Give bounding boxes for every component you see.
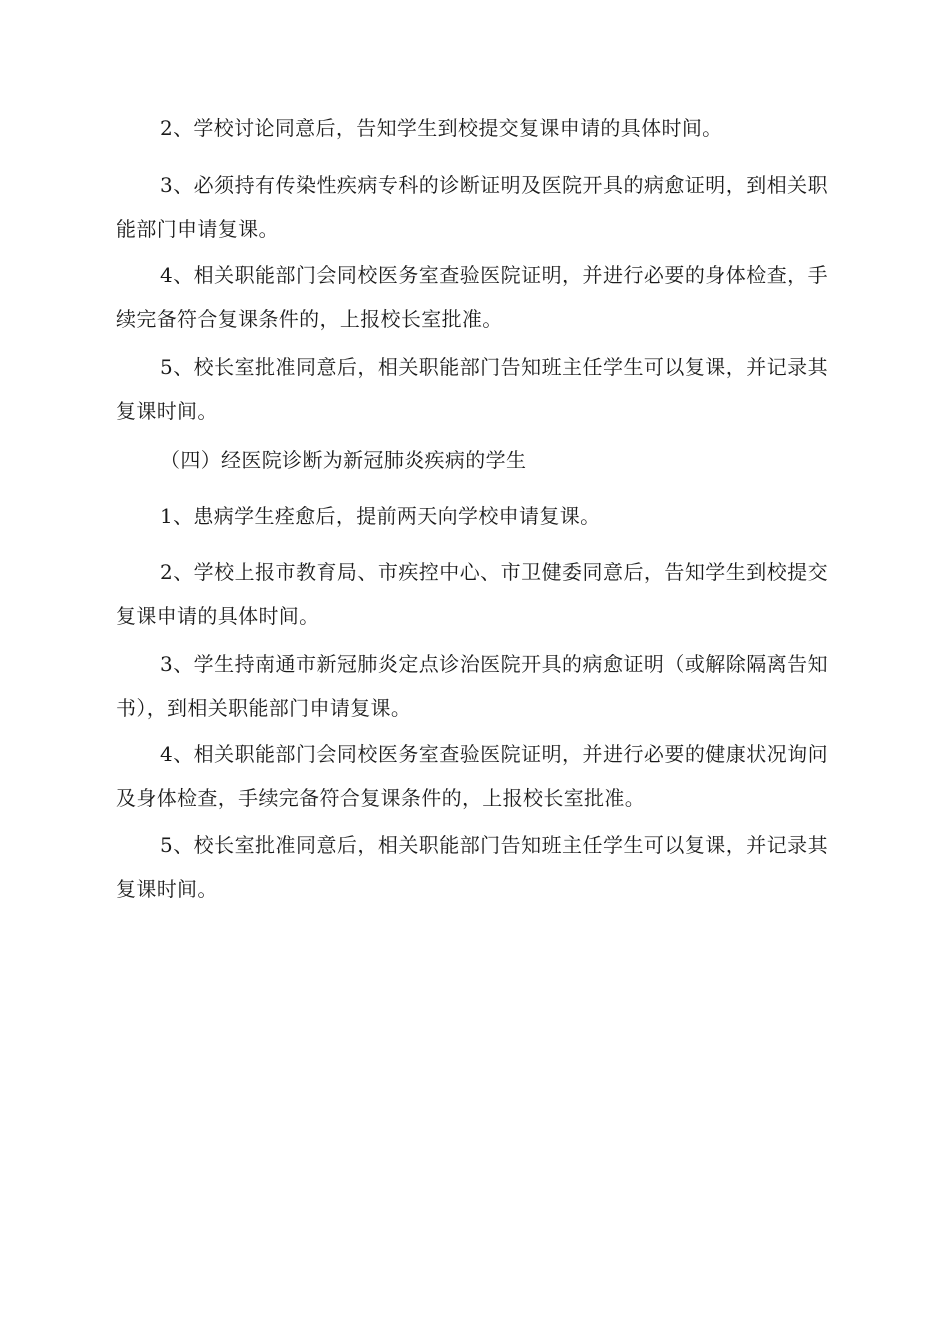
paragraph-covid-step-1: 1、患病学生痊愈后，提前两天向学校申请复课。: [160, 504, 601, 528]
paragraph-step-5-approval: 5、校长室批准同意后，相关职能部门告知班主任学生可以复课，并记录其复课时间。: [116, 355, 828, 423]
paragraph-step-4-verification: 4、相关职能部门会同校医务室查验医院证明，并进行必要的身体检查，手续完备符合复课条件的，上报校长室批准。: [116, 263, 828, 331]
section-heading-four: （四）经医院诊断为新冠肺炎疾病的学生: [160, 448, 527, 472]
paragraph-step-3-certificate: 3、必须持有传染性疾病专科的诊断证明及医院开具的病愈证明，到相关职能部门申请复课。: [116, 173, 828, 241]
paragraph-covid-step-4: 4、相关职能部门会同校医务室查验医院证明，并进行必要的健康状况询问及身体检查，手续完备符合复课条件的，上报校长室批准。: [116, 742, 828, 810]
paragraph-covid-step-2: 2、学校上报市教育局、市疾控中心、市卫健委同意后，告知学生到校提交复课申请的具体时间。: [116, 560, 828, 628]
paragraph-covid-step-3: 3、学生持南通市新冠肺炎定点诊治医院开具的病愈证明（或解除隔离告知书），到相关职能部门申请复课。: [116, 652, 828, 720]
paragraph-covid-step-5: 5、校长室批准同意后，相关职能部门告知班主任学生可以复课，并记录其复课时间。: [116, 833, 828, 901]
paragraph-step-2-discussion: 2、学校讨论同意后，告知学生到校提交复课申请的具体时间。: [160, 116, 723, 140]
